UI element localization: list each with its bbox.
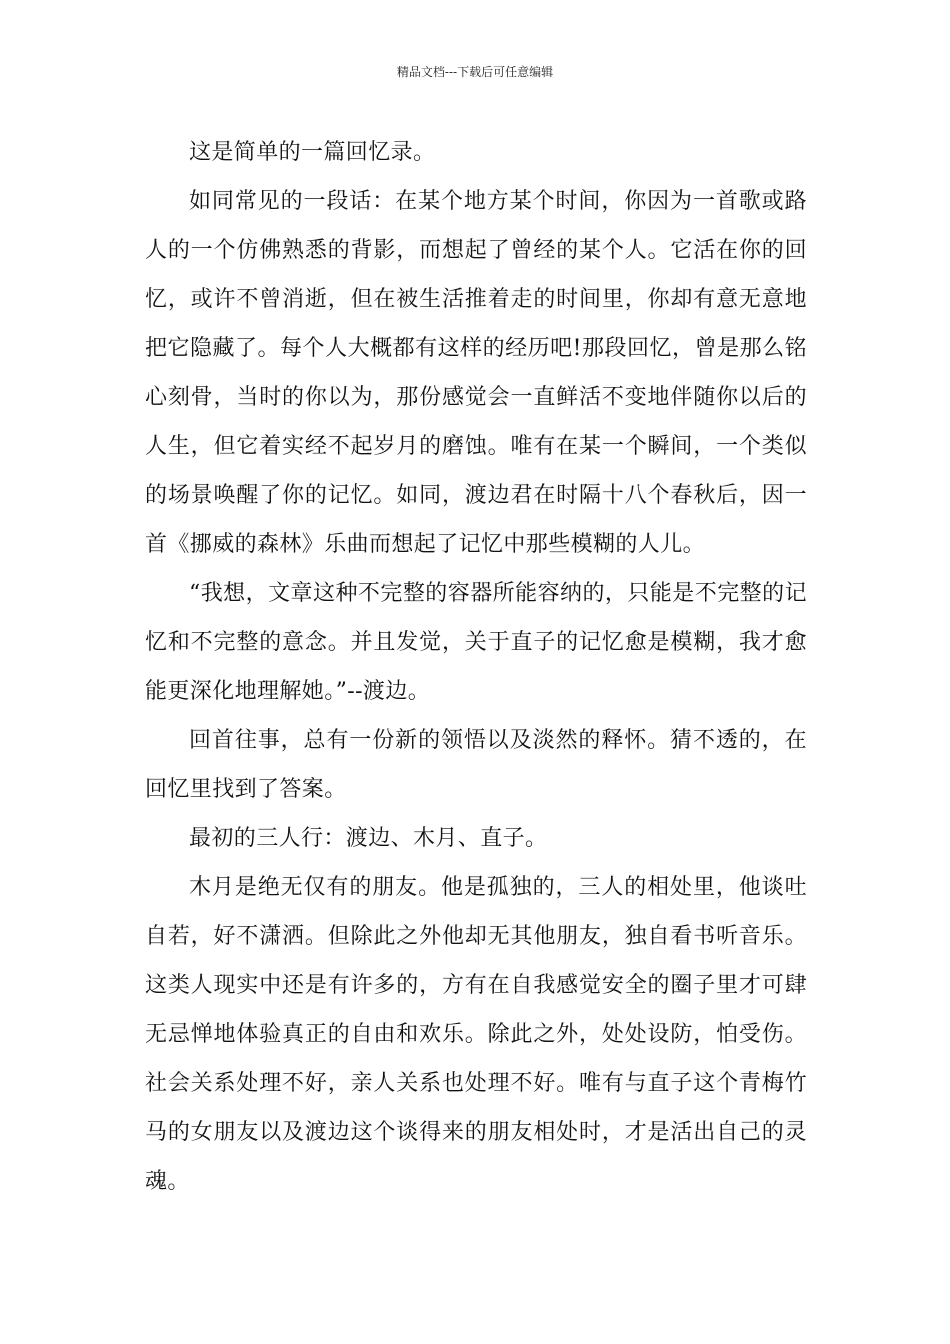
paragraph-reflection: 回首往事，总有一份新的领悟以及淡然的释怀。猜不透的，在回忆里找到了答案。: [145, 728, 807, 802]
paragraph-memory: 如同常见的一段话：在某个地方某个时间，你因为一首歌或路人的一个仿佛熟悉的背影，而想起了曾经的某个人。它活在你的回忆，或许不曾消逝，但在被生活推着走的时间里，你却有意无意地把它隐藏了。每个人大概都有这样的经历吧!那段回忆，曾是那么铭心刻骨，当时的你以为，那份感觉会一直鲜活不变地伴随你以后的人生，但它着实经不起岁月的磨蚀。唯有在某一个瞬间，一个类似的场景唤醒了你的记忆。如同，渡边君在时隔十八个春秋后，因一首《挪威的森林》乐曲而想起了记忆中那些模糊的人儿。: [145, 189, 807, 557]
paragraph-kizuki: 木月是绝无仅有的朋友。他是孤独的，三人的相处里，他谈吐自若，好不潇洒。但除此之外他却无其他朋友，独自看书听音乐。这类人现实中还是有许多的，方有在自我感觉安全的圈子里才可肆无忌惮地体验真正的自由和欢乐。除此之外，处处设防，怕受伤。社会关系处理不好，亲人关系也处理不好。唯有与直子这个青梅竹马的女朋友以及渡边这个谈得来的朋友相处时，才是活出自己的灵魂。: [145, 875, 807, 1194]
paragraph-trio: 最初的三人行：渡边、木月、直子。: [189, 826, 548, 851]
paragraph-intro: 这是简单的一篇回忆录。: [189, 140, 436, 165]
paragraph-quote: “我想，文章这种不完整的容器所能容纳的，只能是不完整的记忆和不完整的意念。并且发觉，关于直子的记忆愈是模糊，我才愈能更深化地理解她。”--渡边。: [145, 581, 807, 704]
document-body: [145, 128, 807, 1206]
page-header: 精品文档---下载后可任意编辑: [396, 65, 554, 79]
